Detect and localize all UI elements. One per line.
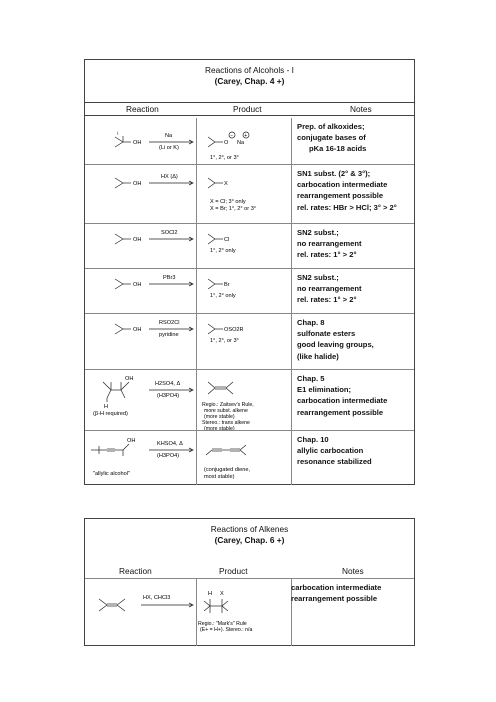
notes-cell <box>297 314 416 369</box>
note-line: sulfonate esters <box>297 329 356 339</box>
svg-text:OSO2R: OSO2R <box>224 327 244 333</box>
table-subtitle: (Carey, Chap. 4 +) <box>214 76 285 86</box>
note-line: E1 elimination; <box>297 385 352 395</box>
note-line: SN1 subst. (2° & 3°); <box>297 169 371 178</box>
header-notes: Notes <box>342 566 364 576</box>
product-label: 1°, 2° only <box>210 293 236 299</box>
note-line: carbocation intermediate <box>291 583 382 592</box>
svg-text:Br: Br <box>224 282 230 288</box>
alcohol-structure <box>85 314 196 369</box>
note-line: no rearrangement <box>297 284 362 294</box>
svg-text:Regio.: Zaitsev's Rule,: Regio.: Zaitsev's Rule, <box>202 402 254 408</box>
product-label: 1°, 2° only <box>210 248 236 254</box>
svg-text:X = Cl; 3° only: X = Cl; 3° only <box>210 199 246 205</box>
note-line: good leaving groups, <box>297 340 374 350</box>
reagent-top: HX, CHCl3 <box>143 595 171 601</box>
notes-cell <box>297 370 416 430</box>
note-line: Prep. of alkoxides; <box>297 122 365 131</box>
product-cell <box>196 370 292 430</box>
table-row <box>85 578 414 646</box>
note-line: rearrangement possible <box>297 407 384 417</box>
alkene-structure <box>196 370 291 430</box>
reaction-cell <box>85 431 197 485</box>
reaction-cell <box>85 224 197 268</box>
notes-cell <box>297 224 416 268</box>
svg-text:OH: OH <box>127 438 136 444</box>
svg-text:more subst. alkene: more subst. alkene <box>204 408 248 414</box>
header-notes: Notes <box>350 104 372 114</box>
notes-cell <box>297 165 416 223</box>
svg-text:X: X <box>224 181 228 187</box>
alkenes-table <box>84 518 415 646</box>
svg-text:O: O <box>224 140 229 146</box>
alkyl-chloride-structure <box>196 224 291 268</box>
table-row <box>85 314 414 370</box>
table-row <box>85 224 414 269</box>
note-line: (like halide) <box>297 351 339 361</box>
reagent-top: HX (Δ) <box>161 174 178 180</box>
reaction-cell <box>85 118 197 164</box>
product-cell <box>196 431 292 485</box>
svg-text:(E+ = H+). Stereo.: n/a: (E+ = H+). Stereo.: n/a <box>200 627 253 633</box>
note-line: Chap. 5 <box>297 374 325 383</box>
table-row <box>85 370 414 431</box>
header-reaction: Reaction <box>126 104 159 114</box>
note-line: allylic carbocation <box>297 446 364 456</box>
table-header <box>85 102 414 116</box>
svg-text:OH: OH <box>133 327 142 333</box>
svg-text:Na: Na <box>237 140 245 146</box>
note-line: SN2 subst.; <box>297 273 339 282</box>
table-subtitle: (Carey, Chap. 6 +) <box>214 535 285 545</box>
note-line: conjugate bases of <box>297 133 366 143</box>
note-line: rel. rates: HBr > HCl; 3° > 2° <box>297 202 397 212</box>
reagent-top: KHSO4, Δ <box>157 441 183 447</box>
reagent-bottom: (H3PO4) <box>157 453 180 459</box>
alcohol-structure <box>85 269 196 313</box>
reaction-cell <box>85 314 197 369</box>
svg-text:Stereo.: trans alkene: Stereo.: trans alkene <box>202 420 250 426</box>
note-line: no rearrangement <box>297 239 362 249</box>
reagent-bottom: pyridine <box>159 332 179 338</box>
svg-text:X = Br; 1°, 2° or 3°: X = Br; 1°, 2° or 3° <box>210 206 257 212</box>
notes-cell <box>297 431 416 485</box>
notes-cell <box>291 579 410 646</box>
sulfonate-ester-structure <box>196 314 291 369</box>
product-cell <box>196 118 292 164</box>
alkyl-halide-structure <box>196 165 291 223</box>
note-line: carbocation intermediate <box>297 180 388 190</box>
product-cell <box>196 165 292 223</box>
alkene-structure <box>85 579 196 646</box>
notes-cell <box>297 118 416 164</box>
svg-text:(conjugated diene,: (conjugated diene, <box>204 467 251 473</box>
note-line: resonance stabilized <box>297 457 372 467</box>
header-product: Product <box>233 104 262 114</box>
table-title: Reactions of Alkenes <box>210 524 289 534</box>
table-header <box>85 565 414 577</box>
note-line: rel. rates: 1° > 2° <box>297 295 357 305</box>
product-cell <box>196 579 292 646</box>
conjugated-diene-structure <box>196 431 291 485</box>
header-reaction: Reaction <box>119 566 152 576</box>
alkoxide-structure <box>196 118 291 164</box>
svg-text:(: ( <box>117 130 119 135</box>
svg-text:H: H <box>208 591 213 597</box>
svg-text:OH: OH <box>133 282 142 288</box>
note-line: Chap. 8 <box>297 318 325 327</box>
svg-text:−: − <box>230 133 234 139</box>
svg-text:most stable): most stable) <box>204 474 235 480</box>
reaction-note: (β-H required) <box>93 411 128 417</box>
table-row <box>85 269 414 314</box>
reagent-top: H2SO4, Δ <box>155 381 181 387</box>
svg-text:+: + <box>244 133 248 139</box>
note-line: carbocation intermediate <box>297 396 388 406</box>
svg-text:OH: OH <box>133 140 142 146</box>
alkyl-bromide-structure <box>196 269 291 313</box>
reaction-cell <box>85 269 197 313</box>
svg-text:H: H <box>104 404 109 410</box>
note-line: Chap. 10 <box>297 435 329 444</box>
svg-text:X: X <box>220 591 224 597</box>
svg-text:Regio.: "Mark's" Rule: Regio.: "Mark's" Rule <box>198 621 247 627</box>
table-row <box>85 431 414 485</box>
reaction-cell <box>85 370 197 430</box>
alcohol-structure <box>85 224 196 268</box>
svg-text:OH: OH <box>133 237 142 243</box>
reagent-bottom: (Li or K) <box>159 145 179 151</box>
reaction-cell <box>85 165 197 223</box>
reagent-bottom: (H3PO4) <box>157 393 180 399</box>
reaction-cell <box>85 579 197 646</box>
reagent-top: PBr3 <box>163 275 176 281</box>
alcohol-structure <box>85 165 196 223</box>
svg-text:OH: OH <box>133 181 142 187</box>
product-label: 1°, 2°, or 3° <box>210 338 239 344</box>
note-line: rearrangement possible <box>291 594 378 604</box>
reagent-top: Na <box>165 133 173 139</box>
svg-text:(more stable): (more stable) <box>204 426 235 430</box>
product-cell <box>196 269 292 313</box>
product-cell <box>196 314 292 369</box>
reagent-top: RSO2Cl <box>159 320 180 326</box>
note-line: rel. rates: 1° > 2° <box>297 250 357 260</box>
alcohol-structure <box>85 370 196 430</box>
reaction-note: "allylic alcohol" <box>93 471 130 477</box>
alkyl-halide-structure <box>196 579 291 646</box>
reagent-top: SOCl2 <box>161 230 178 236</box>
svg-text:(more stable): (more stable) <box>204 414 235 420</box>
note-line: rearrangement possible <box>297 191 384 201</box>
alcohols-table <box>84 59 415 485</box>
allylic-alcohol-structure <box>85 431 196 485</box>
alcohol-structure <box>85 118 196 164</box>
table-title: Reactions of Alcohols - I <box>204 65 294 75</box>
product-cell <box>196 224 292 268</box>
note-line: pKa 16-18 acids <box>309 144 367 154</box>
notes-cell <box>297 269 416 313</box>
svg-text:Cl: Cl <box>224 237 230 243</box>
svg-text:OH: OH <box>125 376 134 382</box>
table-row <box>85 118 414 165</box>
header-product: Product <box>219 566 248 576</box>
product-label: 1°, 2°, or 3° <box>210 155 239 161</box>
note-line: SN2 subst.; <box>297 228 339 237</box>
table-row <box>85 165 414 224</box>
